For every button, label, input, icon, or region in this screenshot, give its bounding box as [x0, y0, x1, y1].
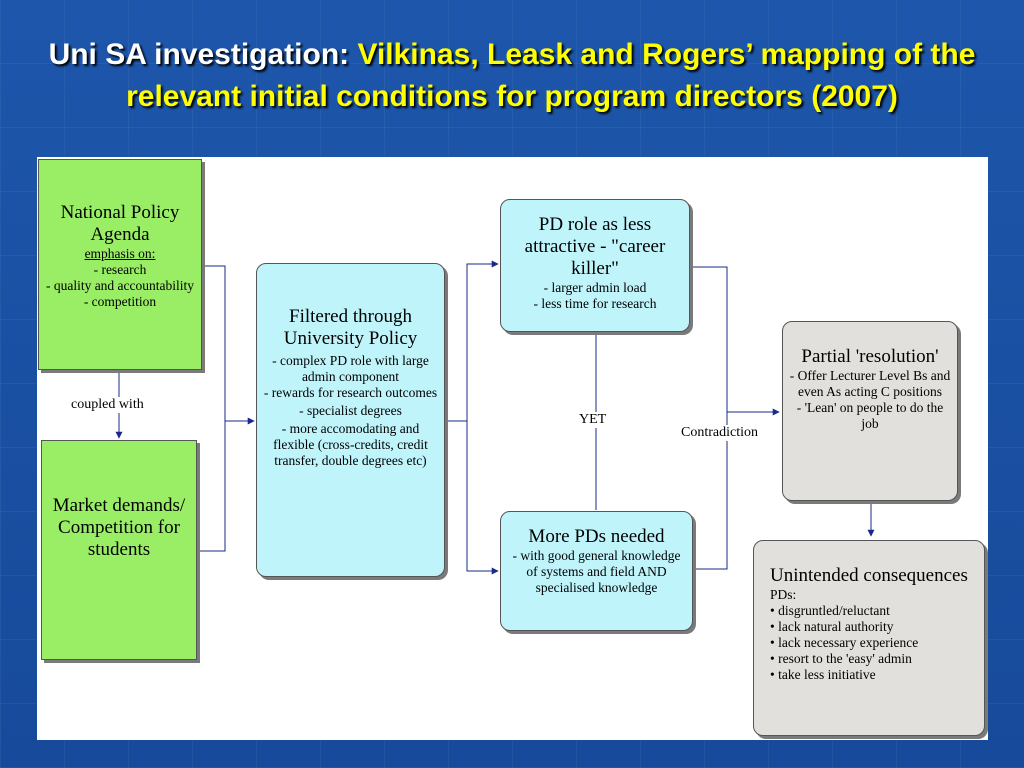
more-pds-box — [500, 511, 693, 631]
title-part-white: Uni SA investigation: — [48, 38, 350, 71]
partial-resolution-item: - 'Lean' on people to do the job — [796, 400, 944, 431]
unintended-item: • resort to the 'easy' admin — [770, 651, 912, 666]
national-policy-box — [38, 159, 202, 370]
market-heading: Market demands/ Competition for students — [52, 495, 186, 560]
contradiction-label: Contradiction — [681, 425, 758, 440]
filtered-item: - specialist degrees — [299, 403, 402, 418]
more-pds-body: - with good general knowledge of systems and field AND specialised knowledge — [512, 548, 681, 595]
slide-title — [20, 34, 1004, 118]
national-policy-item: - research — [93, 262, 147, 277]
filtered-item: - rewards for research outcomes — [263, 385, 438, 400]
connector-policy-to-filtered — [202, 266, 254, 421]
more-pds-heading: More PDs needed — [528, 526, 665, 547]
partial-resolution-box — [782, 321, 958, 501]
national-policy-heading: National Policy Agenda — [60, 202, 180, 245]
filtered-box — [256, 263, 445, 577]
coupled-with-label: coupled with — [71, 397, 144, 412]
unintended-sub: PDs: — [770, 587, 797, 602]
filtered-item: - more accomodating and flexible (cross-credits, credit transfer, double degrees etc) — [273, 421, 428, 468]
connector-pdrole-to-partial — [693, 267, 779, 412]
unintended-heading: Unintended consequences — [770, 565, 968, 586]
pd-role-box — [500, 199, 690, 332]
partial-resolution-item: - Offer Lecturer Level Bs and even As acting C positions — [789, 368, 951, 399]
yet-label: YET — [579, 412, 607, 427]
title-part-yellow: Vilkinas, Leask and Rogers’ mapping of the relevant initial conditions for program directors (2007) — [126, 38, 976, 113]
unintended-item: • lack natural authority — [770, 619, 894, 634]
national-policy-emphasis: emphasis on: — [84, 246, 156, 261]
filtered-item: - complex PD role with large admin component — [272, 353, 429, 384]
connector-market-to-filtered — [197, 421, 225, 551]
filtered-heading: Filtered through University Policy — [283, 306, 418, 349]
national-policy-item: - competition — [83, 294, 157, 309]
market-box — [41, 440, 197, 660]
unintended-item: • disgruntled/reluctant — [770, 603, 890, 618]
unintended-item: • take less initiative — [770, 667, 876, 682]
diagram-canvas — [37, 157, 988, 740]
national-policy-item: - quality and accountability — [45, 278, 195, 293]
unintended-consequences-box — [753, 540, 985, 736]
pd-role-item: - larger admin load — [543, 280, 647, 295]
partial-resolution-heading: Partial 'resolution' — [801, 346, 939, 367]
pd-role-item: - less time for research — [533, 296, 657, 311]
connector-filtered-to-pdrole — [445, 264, 498, 421]
pd-role-heading: PD role as less attractive - "career killer" — [524, 214, 666, 279]
connector-filtered-to-morepds — [467, 421, 498, 571]
unintended-item: • lack necessary experience — [770, 635, 919, 650]
